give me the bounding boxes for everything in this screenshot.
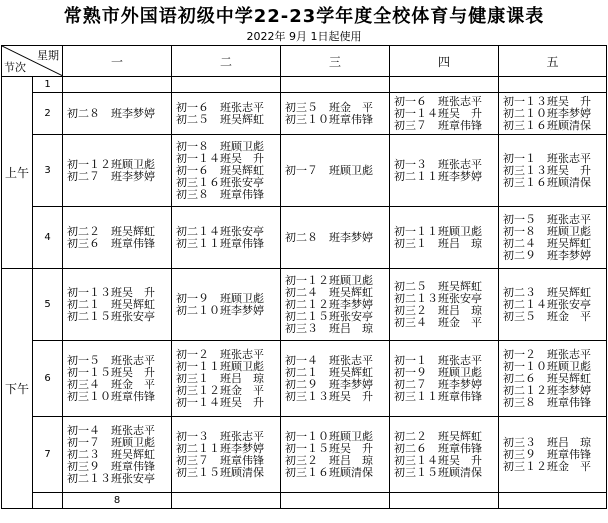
class-cell — [172, 77, 281, 93]
class-entry: 初一１２班顾卫彪 — [285, 273, 373, 287]
class-cell — [281, 207, 390, 269]
class-cell — [63, 269, 172, 341]
blank-cell — [33, 493, 63, 509]
class-entry: 初三１５班顾清保 — [394, 465, 482, 479]
class-entry: 初一８ 班顾卫彪 — [176, 139, 264, 153]
class-cell — [390, 341, 499, 417]
class-entry: 初二２ 班吴辉虹 — [67, 224, 155, 238]
class-cell — [390, 417, 499, 493]
period-number: 1 — [33, 77, 63, 93]
class-cell — [63, 93, 172, 135]
class-entry: 初一５ 班张志平 — [503, 212, 591, 226]
class-entry: 初三７ 班章伟锋 — [176, 453, 264, 467]
period-row — [2, 135, 607, 207]
class-entry: 初一９ 班顾卫彪 — [394, 365, 482, 379]
class-entry: 初三１５班顾清保 — [176, 465, 264, 479]
class-entry: 初二５ 班吴辉虹 — [394, 279, 482, 293]
class-entry: 初二８ 班李梦婷 — [67, 106, 155, 120]
class-entry: 初一７ 班顾卫彪 — [285, 163, 373, 177]
corner-weekday-label: 星期 — [37, 49, 59, 62]
class-entry: 初一２ 班张志平 — [176, 347, 264, 361]
day-header-tue: 二 — [172, 46, 281, 77]
class-entry: 初三１３班吴 升 — [503, 163, 591, 177]
class-entry: 初三１ 班吕 琼 — [176, 371, 264, 385]
class-cell — [390, 135, 499, 207]
class-cell — [172, 135, 281, 207]
class-entry: 初二９ 班李梦婷 — [503, 248, 591, 262]
class-cell — [390, 207, 499, 269]
class-entry: 初二４ 班吴辉虹 — [285, 285, 373, 299]
class-entry: 初二３ 班吴辉虹 — [503, 285, 591, 299]
class-entry: 初一２ 班张志平 — [503, 347, 591, 361]
class-entry: 初三１３班吴 升 — [285, 389, 373, 403]
class-entry: 初二６ 班章伟锋 — [394, 441, 482, 455]
corner-period-label: 节次 — [4, 61, 26, 74]
class-cell — [172, 93, 281, 135]
class-cell — [281, 417, 390, 493]
period-row — [2, 207, 607, 269]
class-cell — [281, 77, 390, 93]
class-entry: 初二１ 班吴辉虹 — [285, 365, 373, 379]
class-cell — [499, 77, 607, 93]
class-cell — [390, 493, 499, 509]
class-entry: 初一６ 班张志平 — [176, 100, 264, 114]
class-entry: 初一１２班顾卫彪 — [67, 157, 155, 171]
class-entry: 初一１１班顾卫彪 — [394, 224, 482, 238]
class-entry: 初二９ 班李梦婷 — [285, 377, 373, 391]
class-entry: 初三９ 班章伟锋 — [503, 447, 591, 461]
class-entry: 初三１０班章伟锋 — [67, 389, 155, 403]
period-number: 6 — [33, 341, 63, 417]
class-entry: 初一１５班吴 升 — [67, 365, 155, 379]
class-entry: 初三１ 班吕 琼 — [394, 236, 482, 250]
class-entry: 初二１１班李梦婷 — [394, 169, 482, 183]
period-row — [2, 77, 607, 93]
class-cell — [172, 493, 281, 509]
class-cell — [499, 417, 607, 493]
class-entry: 初三１１班章伟锋 — [394, 389, 482, 403]
class-entry: 初一９ 班顾卫彪 — [176, 291, 264, 305]
session-morning: 上午 — [2, 77, 33, 269]
class-cell — [281, 135, 390, 207]
day-header-thu: 四 — [390, 46, 499, 77]
class-entry: 初二１０班李梦婷 — [176, 303, 264, 317]
period-number: 7 — [33, 417, 63, 493]
schedule-table — [1, 45, 607, 509]
class-entry: 初三８ 班章伟锋 — [503, 395, 591, 409]
class-entry: 初二１ 班吴辉虹 — [67, 297, 155, 311]
class-cell — [281, 341, 390, 417]
class-entry: 初一８ 班顾卫彪 — [503, 224, 591, 238]
class-entry: 初三５ 班金 平 — [503, 309, 591, 323]
class-entry: 初二１４班张安亭 — [503, 297, 591, 311]
class-entry: 初三４ 班金 平 — [394, 315, 482, 329]
class-cell — [172, 207, 281, 269]
class-entry: 初一６ 班张志平 — [394, 94, 482, 108]
class-entry: 初三３ 班吕 琼 — [285, 321, 373, 335]
class-entry: 初二１５班张安亭 — [285, 309, 373, 323]
class-entry: 初一１ 班张志平 — [394, 353, 482, 367]
class-entry: 初二２ 班吴辉虹 — [394, 429, 482, 443]
class-entry: 初二７ 班李梦婷 — [67, 169, 155, 183]
class-entry: 初二６ 班吴辉虹 — [503, 371, 591, 385]
class-cell — [281, 493, 390, 509]
period-row — [2, 493, 607, 509]
class-entry: 初三１１班章伟锋 — [176, 236, 264, 250]
class-entry: 初一１０班顾卫彪 — [285, 429, 373, 443]
class-cell — [172, 341, 281, 417]
class-entry: 初一３ 班张志平 — [176, 429, 264, 443]
class-entry: 初一１３班吴 升 — [503, 94, 591, 108]
period-row — [2, 93, 607, 135]
class-entry: 初三１４班吴 升 — [394, 453, 482, 467]
class-entry: 初二１３班张安亭 — [67, 471, 155, 485]
class-entry: 初二４ 班吴辉虹 — [503, 236, 591, 250]
class-cell — [390, 269, 499, 341]
class-cell — [63, 341, 172, 417]
class-cell — [499, 93, 607, 135]
class-entry: 初三９ 班章伟锋 — [67, 459, 155, 473]
class-entry: 初三４ 班金 平 — [67, 377, 155, 391]
class-entry: 初二８ 班李梦婷 — [285, 230, 373, 244]
class-entry: 初三１２班金 平 — [176, 383, 264, 397]
class-entry: 初二１２班李梦婷 — [285, 297, 373, 311]
class-entry: 初二５ 班吴辉虹 — [176, 112, 264, 126]
class-entry: 初三１２班金 平 — [503, 459, 591, 473]
class-cell — [172, 417, 281, 493]
class-cell — [499, 341, 607, 417]
class-cell — [63, 207, 172, 269]
class-entry: 初三３ 班吕 琼 — [503, 435, 591, 449]
day-header-fri: 五 — [499, 46, 607, 77]
class-entry: 初一１５班吴 升 — [285, 441, 373, 455]
class-entry: 初一１４班吴 升 — [176, 151, 264, 165]
class-cell — [63, 135, 172, 207]
session-afternoon: 下午 — [2, 269, 33, 509]
class-entry: 初三１６班张安亭 — [176, 175, 264, 189]
start-date: 2022年 9月 1日起使用 — [246, 30, 362, 43]
page-title: 常熟市外国语初级中学22-23学年度全校体育与健康课表 — [63, 6, 545, 27]
period-row — [2, 269, 607, 341]
class-entry: 初三１０班章伟锋 — [285, 112, 373, 126]
class-entry: 初二７ 班李梦婷 — [394, 377, 482, 391]
period-number: 3 — [33, 135, 63, 207]
class-entry: 初一７ 班顾卫彪 — [67, 435, 155, 449]
class-cell — [281, 93, 390, 135]
class-entry: 初三２ 班吕 琼 — [285, 453, 373, 467]
class-cell — [63, 417, 172, 493]
class-entry: 初一４ 班张志平 — [67, 423, 155, 437]
class-entry: 初一６ 班吴辉虹 — [176, 163, 264, 177]
header-corner — [2, 46, 63, 77]
class-entry: 初二１５班张安亭 — [67, 309, 155, 323]
period-number: 8 — [63, 493, 172, 509]
class-entry: 初三６ 班章伟锋 — [67, 236, 155, 250]
class-entry: 初三１６班顾清保 — [285, 465, 373, 479]
class-entry: 初三２ 班吕 琼 — [394, 303, 482, 317]
class-cell — [281, 269, 390, 341]
period-number: 2 — [33, 93, 63, 135]
class-entry: 初一１１班顾卫彪 — [176, 359, 264, 373]
class-cell — [63, 77, 172, 93]
day-header-mon: 一 — [63, 46, 172, 77]
class-entry: 初一１４班吴 升 — [176, 395, 264, 409]
class-entry: 初三７ 班章伟锋 — [394, 118, 482, 132]
class-cell — [172, 269, 281, 341]
class-entry: 初一１ 班张志平 — [503, 151, 591, 165]
class-entry: 初二１１班李梦婷 — [176, 441, 264, 455]
class-entry: 初一１０班顾卫彪 — [503, 359, 591, 373]
period-row — [2, 341, 607, 417]
class-entry: 初三８ 班章伟锋 — [176, 187, 264, 201]
class-cell — [390, 93, 499, 135]
class-cell — [499, 269, 607, 341]
class-cell — [499, 135, 607, 207]
class-entry: 初二１２班李梦婷 — [503, 383, 591, 397]
class-entry: 初三１６班顾清保 — [503, 118, 591, 132]
day-header-wed: 三 — [281, 46, 390, 77]
class-entry: 初一１４班吴 升 — [394, 106, 482, 120]
class-entry: 初一４ 班张志平 — [285, 353, 373, 367]
period-number: 4 — [33, 207, 63, 269]
class-entry: 初三１６班顾清保 — [503, 175, 591, 189]
class-cell — [499, 207, 607, 269]
class-entry: 初一３ 班张志平 — [394, 157, 482, 171]
class-entry: 初一１３班吴 升 — [67, 285, 155, 299]
class-entry: 初二１０班李梦婷 — [503, 106, 591, 120]
period-row — [2, 417, 607, 493]
class-entry: 初三５ 班金 平 — [285, 100, 373, 114]
class-entry: 初一５ 班张志平 — [67, 353, 155, 367]
class-cell — [390, 77, 499, 93]
class-entry: 初二１３班张安亭 — [394, 291, 482, 305]
class-cell — [499, 493, 607, 509]
period-number: 5 — [33, 269, 63, 341]
class-entry: 初二３ 班吴辉虹 — [67, 447, 155, 461]
header-row — [2, 46, 607, 77]
class-entry: 初二１４班张安亭 — [176, 224, 264, 238]
